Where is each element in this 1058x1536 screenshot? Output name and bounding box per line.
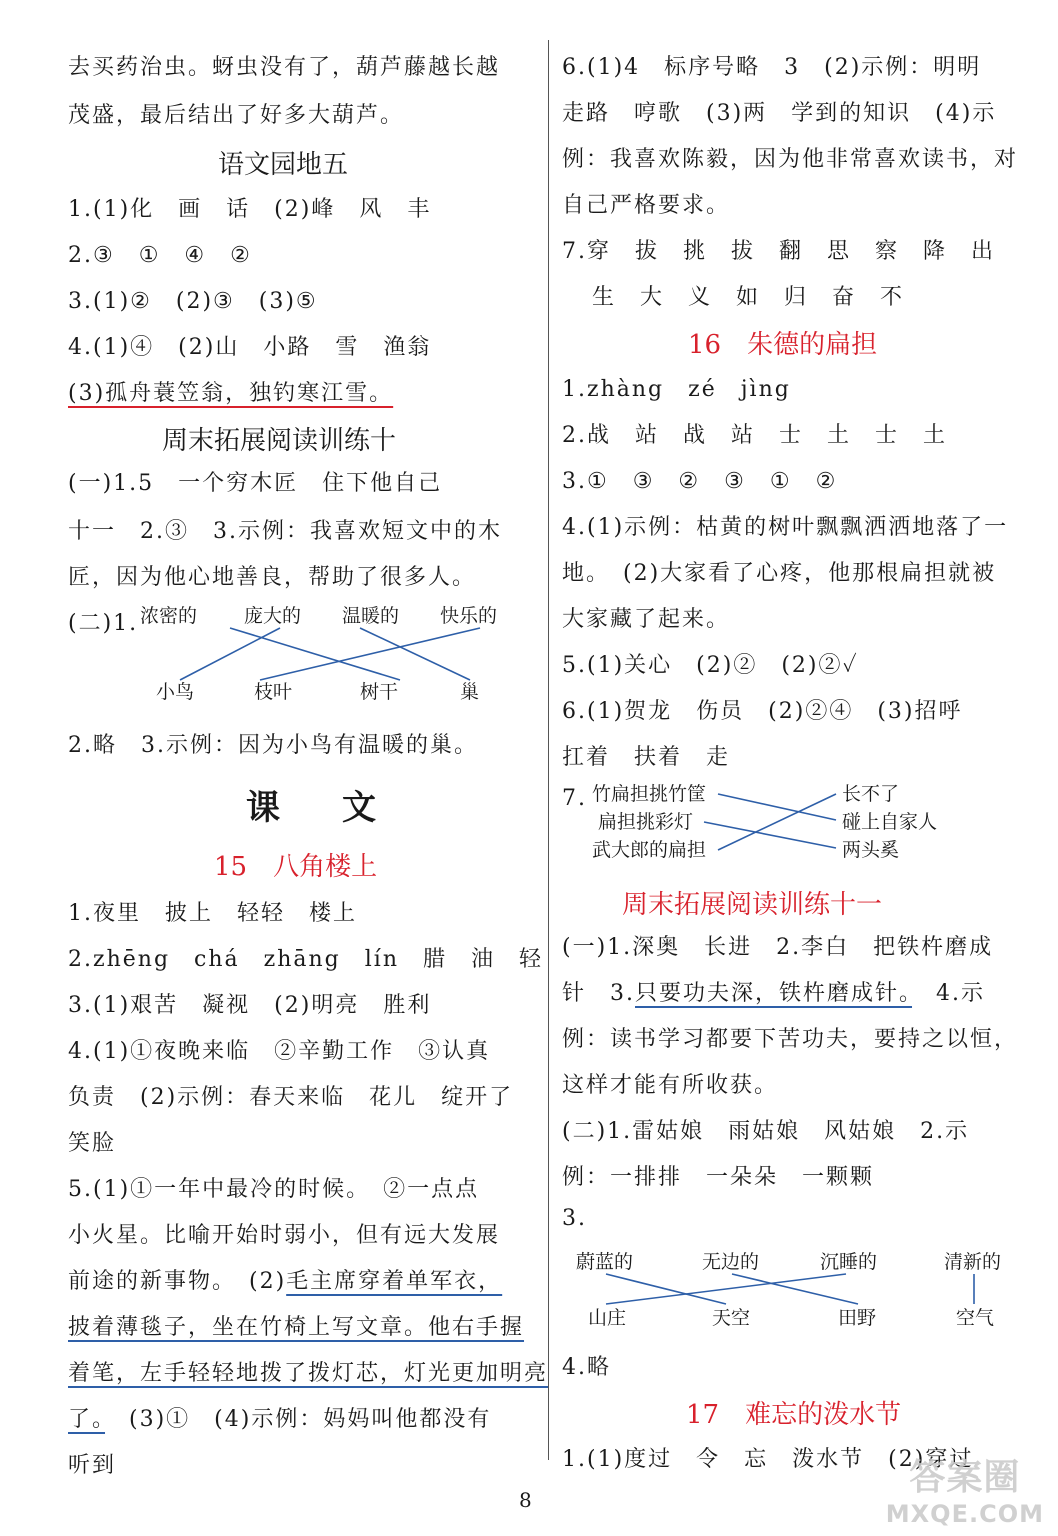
match-line	[180, 628, 280, 680]
match-word: 两头奚	[842, 839, 900, 861]
match-word: 蔚蓝的	[576, 1251, 634, 1273]
underlined-answer: 毛主席穿着单军衣，	[286, 1269, 503, 1294]
text-line: 2.略 3.示例：因为小鸟有温暖的巢。	[68, 733, 478, 758]
text-line: 3.(1)② (2)③ (3)⑤	[68, 289, 318, 314]
text-segment: 4.示	[912, 981, 986, 1006]
match-word: 无边的	[702, 1251, 760, 1273]
match-word: 武大郎的扁担	[592, 839, 707, 861]
text-line: 去买药治虫。蚜虫没有了，葫芦藤越长越	[68, 55, 501, 80]
match-word: 巢	[460, 681, 480, 703]
underlined-answer: (3)孤舟蓑笠翁，独钓寒江雪。	[68, 381, 394, 406]
text-line: 大家藏了起来。	[562, 607, 731, 632]
text-line: 7.穿 拔 挑 拔 翻 思 察 降 出	[562, 239, 995, 264]
match-word: 竹扁担挑竹筐	[592, 783, 707, 805]
underlined-answer: 披着薄毯子，坐在竹椅上写文章。他右手握	[68, 1315, 525, 1340]
text-segment: (3)① (4)示例：妈妈叫他都没有	[105, 1407, 492, 1432]
text-line: 听到	[68, 1453, 117, 1478]
text-line: (二)1.	[68, 611, 139, 636]
text-line: 例：我喜欢陈毅，因为他非常喜欢读书，对	[562, 147, 1019, 172]
text-segment: 针 3.	[562, 981, 635, 1006]
text-line	[68, 1402, 491, 1433]
text-line: 例：一排排 一朵朵 一颗颗	[562, 1165, 875, 1190]
text-line: 6.(1)贺龙 伤员 (2)②④ (3)招呼	[562, 699, 963, 724]
text-line: 地。 (2)大家看了心疼，他那根扁担就被	[562, 561, 997, 586]
match-word: 长不了	[842, 783, 900, 805]
lesson-title-15: 15 八角楼上	[214, 852, 378, 882]
text-segment: 前途的新事物。 (2)	[68, 1269, 287, 1294]
match-line	[732, 1274, 858, 1304]
text-line: 十一 2.③ 3.示例：我喜欢短文中的木	[68, 519, 502, 544]
chapter-title-kewen: 课 文	[246, 788, 390, 828]
match-word: 沉睡的	[820, 1251, 878, 1273]
text-line: (二)1.雷姑娘 雨姑娘 风姑娘 2.示	[562, 1119, 970, 1144]
text-line: 生 大 义 如 归 奋 不	[592, 285, 905, 310]
text-line: 例：读书学习都要下苦功夫，要持之以恒，	[562, 1027, 1019, 1052]
match-word: 碰上自家人	[842, 811, 938, 833]
match-word: 田野	[838, 1307, 877, 1329]
text-line: 1.zhàng zé jìng	[562, 377, 791, 402]
section-title-zhoumo-11: 周末拓展阅读训练十一	[622, 890, 883, 920]
text-line: 3.① ③ ② ③ ① ②	[562, 469, 838, 494]
text-line: 4.略	[562, 1355, 611, 1380]
text-line	[68, 1264, 502, 1295]
watermark-text-cn: 答案圈	[909, 1457, 1021, 1498]
match-word: 清新的	[944, 1251, 1002, 1273]
text-line: 3.(1)艰苦 凝视 (2)明亮 胜利	[68, 993, 432, 1018]
text-line: 1.夜里 披上 轻轻 楼上	[68, 901, 357, 926]
text-line: 自己严格要求。	[562, 193, 731, 218]
text-line: (一)1.深奥 长进 2.李白 把铁杵磨成	[562, 935, 994, 960]
text-line: 2.战 站 战 站 士 土 士 土	[562, 423, 947, 448]
text-line: 4.(1)示例：枯黄的树叶飘飘洒洒地落了一	[562, 515, 1009, 540]
match-line	[606, 1274, 726, 1304]
text-line: 小火星。比喻开始时弱小，但有远大发展	[68, 1223, 501, 1248]
text-line: 6.(1)4 标序号略 3 (2)示例：明明	[562, 55, 982, 80]
underlined-answer: 着笔，左手轻轻地拨了拨灯芯，灯光更加明亮	[68, 1361, 549, 1386]
match-word: 小鸟	[156, 681, 195, 703]
text-line: 7.	[562, 786, 587, 811]
text-line: 5.(1)关心 (2)② (2)②✓	[562, 653, 859, 678]
match-word: 浓密的	[140, 605, 198, 627]
lesson-title-17: 17 难忘的泼水节	[686, 1400, 902, 1430]
watermark-text-en: MXQE.COM	[885, 1500, 1044, 1528]
page-number: 8	[519, 1488, 532, 1512]
text-line: 扛着 扶着 走	[562, 745, 731, 770]
section-title-zhoumo-10: 周末拓展阅读训练十	[162, 426, 397, 456]
text-line: 5.(1)①一年中最冷的时候。 ②一点点	[68, 1177, 480, 1202]
watermark-logo	[886, 1449, 1044, 1528]
match-word: 天空	[712, 1307, 751, 1329]
text-line: 茂盛，最后结出了好多大葫芦。	[68, 103, 405, 128]
match-line	[718, 794, 836, 850]
underlined-answer: 了。	[68, 1407, 106, 1432]
text-line: 笑脸	[68, 1131, 117, 1156]
text-line	[562, 976, 985, 1007]
match-word: 庞大的	[244, 605, 302, 627]
text-line: 3.	[562, 1206, 587, 1231]
text-line: 4.(1)①夜晚来临 ②辛勤工作 ③认真	[68, 1039, 491, 1064]
match-word: 快乐的	[440, 605, 498, 627]
match-word: 枝叶	[254, 681, 293, 703]
match-line	[718, 794, 836, 820]
text-line: 1.(1)化 画 话 (2)峰 风 丰	[68, 197, 432, 222]
match-line	[230, 628, 400, 680]
column-divider	[548, 40, 549, 1460]
text-line: 2.③ ① ④ ②	[68, 243, 252, 268]
text-line: 这样才能有所收获。	[562, 1073, 779, 1098]
text-line: 负责 (2)示例：春天来临 花儿 绽开了	[68, 1085, 514, 1110]
text-line: (一)1.5 一个穷木匠 住下他自己	[68, 471, 443, 496]
underlined-answer: 只要功夫深，铁杵磨成针。	[635, 981, 913, 1006]
section-title-yuwen: 语文园地五	[218, 150, 349, 180]
text-line: 4.(1)④ (2)山 小路 雪 渔翁	[68, 335, 432, 360]
match-line	[606, 1274, 846, 1304]
match-word: 空气	[956, 1307, 995, 1329]
match-word: 扁担挑彩灯	[598, 811, 694, 833]
matching-diagram-2	[592, 780, 972, 864]
matching-diagram-3	[576, 1244, 1016, 1330]
match-word: 树干	[360, 681, 399, 703]
match-line	[260, 628, 480, 680]
text-line: 走路 哼歌 (3)两 学到的知识 (4)示	[562, 101, 997, 126]
text-line: 1.(1)度过 令 忘 泼水节 (2)穿过	[562, 1447, 974, 1472]
text-line: 2.zhēng chá zhāng lín 腊 油 轻	[68, 947, 543, 972]
match-word: 山庄	[588, 1307, 627, 1329]
lesson-title-16: 16 朱德的扁担	[688, 330, 878, 360]
match-word: 温暖的	[342, 605, 400, 627]
text-line: 匠，因为他心地善良，帮助了很多人。	[68, 565, 477, 590]
matching-diagram-1	[140, 600, 530, 710]
